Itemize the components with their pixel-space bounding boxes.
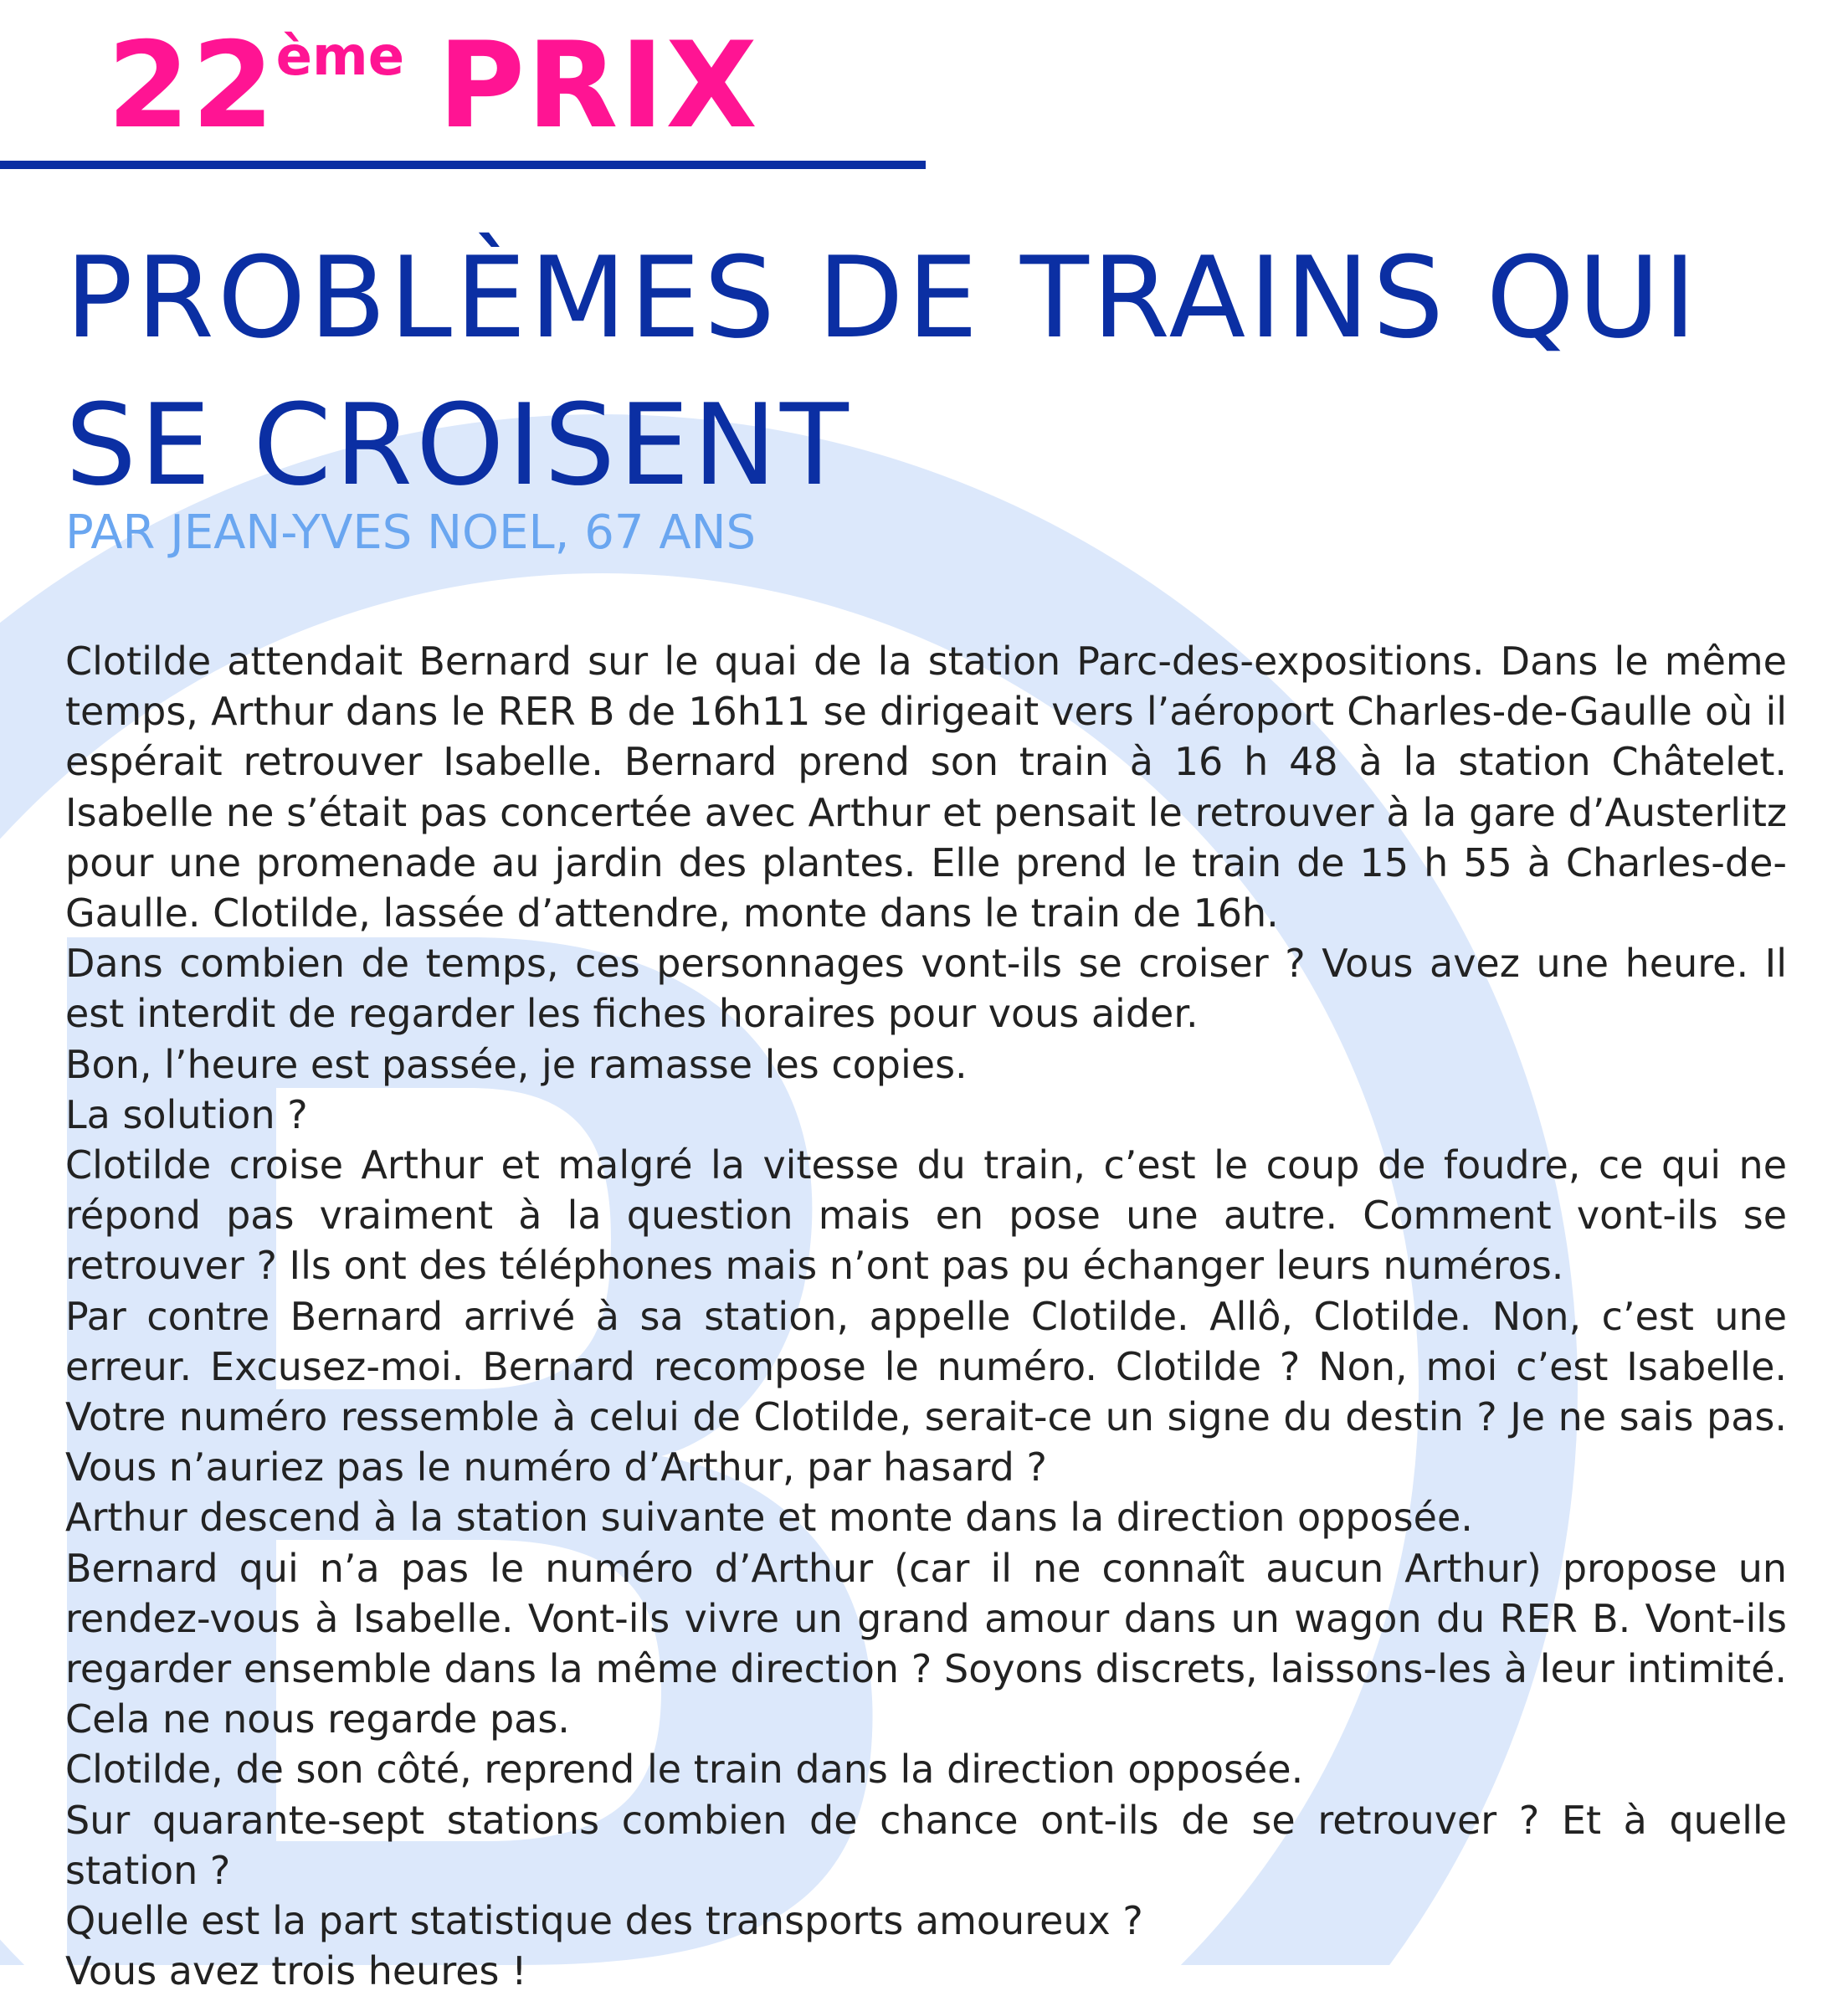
prize-word: PRIX	[438, 17, 759, 155]
paragraph: Clotilde croise Arthur et malgré la vitesse du train, c’est le coup de foudre, ce qui ne répond pas vraiment à la question mais en pose une autre. Comment vont-ils se retrouver ? Ils ont des téléphones mais n’ont pas pu échanger leurs numéros.	[65, 1142, 1787, 1289]
header-divider	[0, 161, 926, 169]
paragraph: Arthur descend à la station suivante et monte dans la direction opposée.	[65, 1495, 1473, 1541]
paragraph: Bernard qui n’a pas le numéro d’Arthur (car il ne connaît aucun Arthur) propose un rendez-vous à Isabelle. Vont-ils vivre un grand amour dans un wagon du RER B. Vont-ils regarder ensemble dans la même direction ? Soyons discrets, laissons-les à leur intimité. Cela ne nous regarde pas.	[65, 1545, 1787, 1742]
paragraph: Clotilde attendait Bernard sur le quai de la station Parc-des-expositions. Dans le même temps, Arthur dans le RER B de 16h11 se dirigeait vers l’aéroport Charles-de-Gaulle où il espérait retrouver Isabelle. Bernard prend son train à 16 h 48 à la station Châtelet. Isabelle ne s’était pas concertée avec Arthur et pensait le retrouver à la gare d’Austerlitz pour une promenade au jardin des plantes. Elle prend le train de 15 h 55 à Charles-de-Gaulle. Clotilde, lassée d’attendre, monte dans le train de 16h.	[65, 639, 1787, 936]
author-byline: PAR JEAN-YVES NOEL, 67 ANS	[65, 505, 757, 560]
prize-suffix: ème	[275, 26, 405, 88]
story-body	[65, 636, 1787, 1996]
paragraph: Bon, l’heure est passée, je ramasse les copies.	[65, 1041, 968, 1087]
prize-number: 22	[107, 17, 276, 155]
paragraph: Sur quarante-sept stations combien de chance ont-ils de se retrouver ? Et à quelle station ?	[65, 1797, 1787, 1893]
prize-heading	[107, 17, 759, 172]
paragraph: Vous avez trois heures !	[65, 1948, 527, 1994]
paragraph: La solution ?	[65, 1091, 308, 1137]
paragraph: Dans combien de temps, ces personnages vont-ils se croiser ? Vous avez une heure. Il est interdit de regarder les fiches horaires pour vous aider.	[65, 941, 1787, 1037]
paragraph: Par contre Bernard arrivé à sa station, appelle Clotilde. Allô, Clotilde. Non, c’est une erreur. Excusez-moi. Bernard recompose le numéro. Clotilde ? Non, moi c’est Isabelle. Votre numéro ressemble à celui de Clotilde, serait-ce un signe du destin ? Je ne sais pas. Vous n’auriez pas le numéro d’Arthur, par hasard ?	[65, 1293, 1787, 1491]
paragraph: Clotilde, de son côté, reprend le train dans la direction opposée.	[65, 1747, 1304, 1793]
paragraph: Quelle est la part statistique des transports amoureux ?	[65, 1898, 1143, 1944]
page-title: PROBLÈMES DE TRAINS QUI SE CROISENT	[65, 233, 1700, 511]
